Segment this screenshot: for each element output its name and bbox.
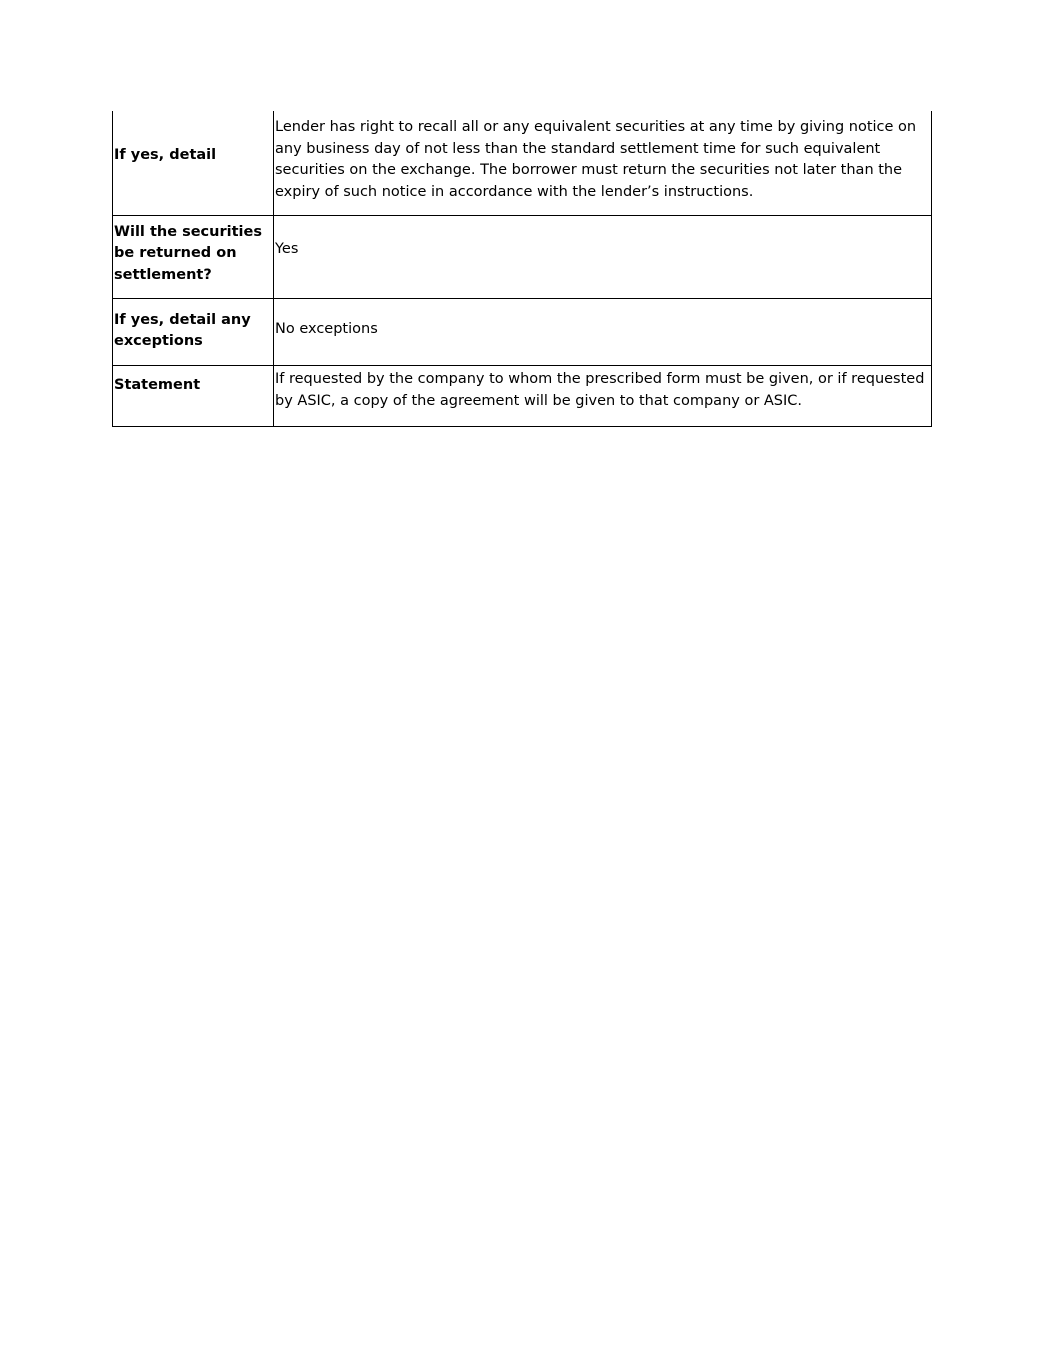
row-value-cell: [274, 299, 932, 366]
row-label: If yes, detail any exceptions: [114, 311, 251, 349]
row-value: If requested by the company to whom the prescribed form must be given, or if requested by ASIC, a copy of the agreement will be given to that company or ASIC.: [275, 371, 925, 409]
row-value-cell: [274, 366, 932, 427]
row-label: Will the securities be returned on settlement?: [114, 223, 262, 283]
securities-lending-details-table: [112, 111, 932, 427]
table-row: [113, 216, 932, 299]
row-label: If yes, detail: [114, 147, 217, 164]
row-value-cell: [274, 216, 932, 299]
row-value: No exceptions: [275, 321, 378, 338]
table-row: [113, 299, 932, 366]
table-row: [113, 111, 932, 216]
table-row: [113, 366, 932, 427]
row-label: Statement: [114, 377, 201, 394]
row-value: Lender has right to recall all or any equivalent securities at any time by giving notice on any business day of not less than the standard settlement time for such equivalent securities on the exchange. The borrower must return the securities not later than the expiry of such notice in accordance with the lender’s instructions.: [275, 119, 917, 200]
row-value-cell: [274, 111, 932, 216]
row-label-cell: [113, 366, 274, 427]
row-label-cell: [113, 111, 274, 216]
row-label-cell: [113, 299, 274, 366]
row-label-cell: [113, 216, 274, 299]
row-value: Yes: [275, 240, 299, 257]
